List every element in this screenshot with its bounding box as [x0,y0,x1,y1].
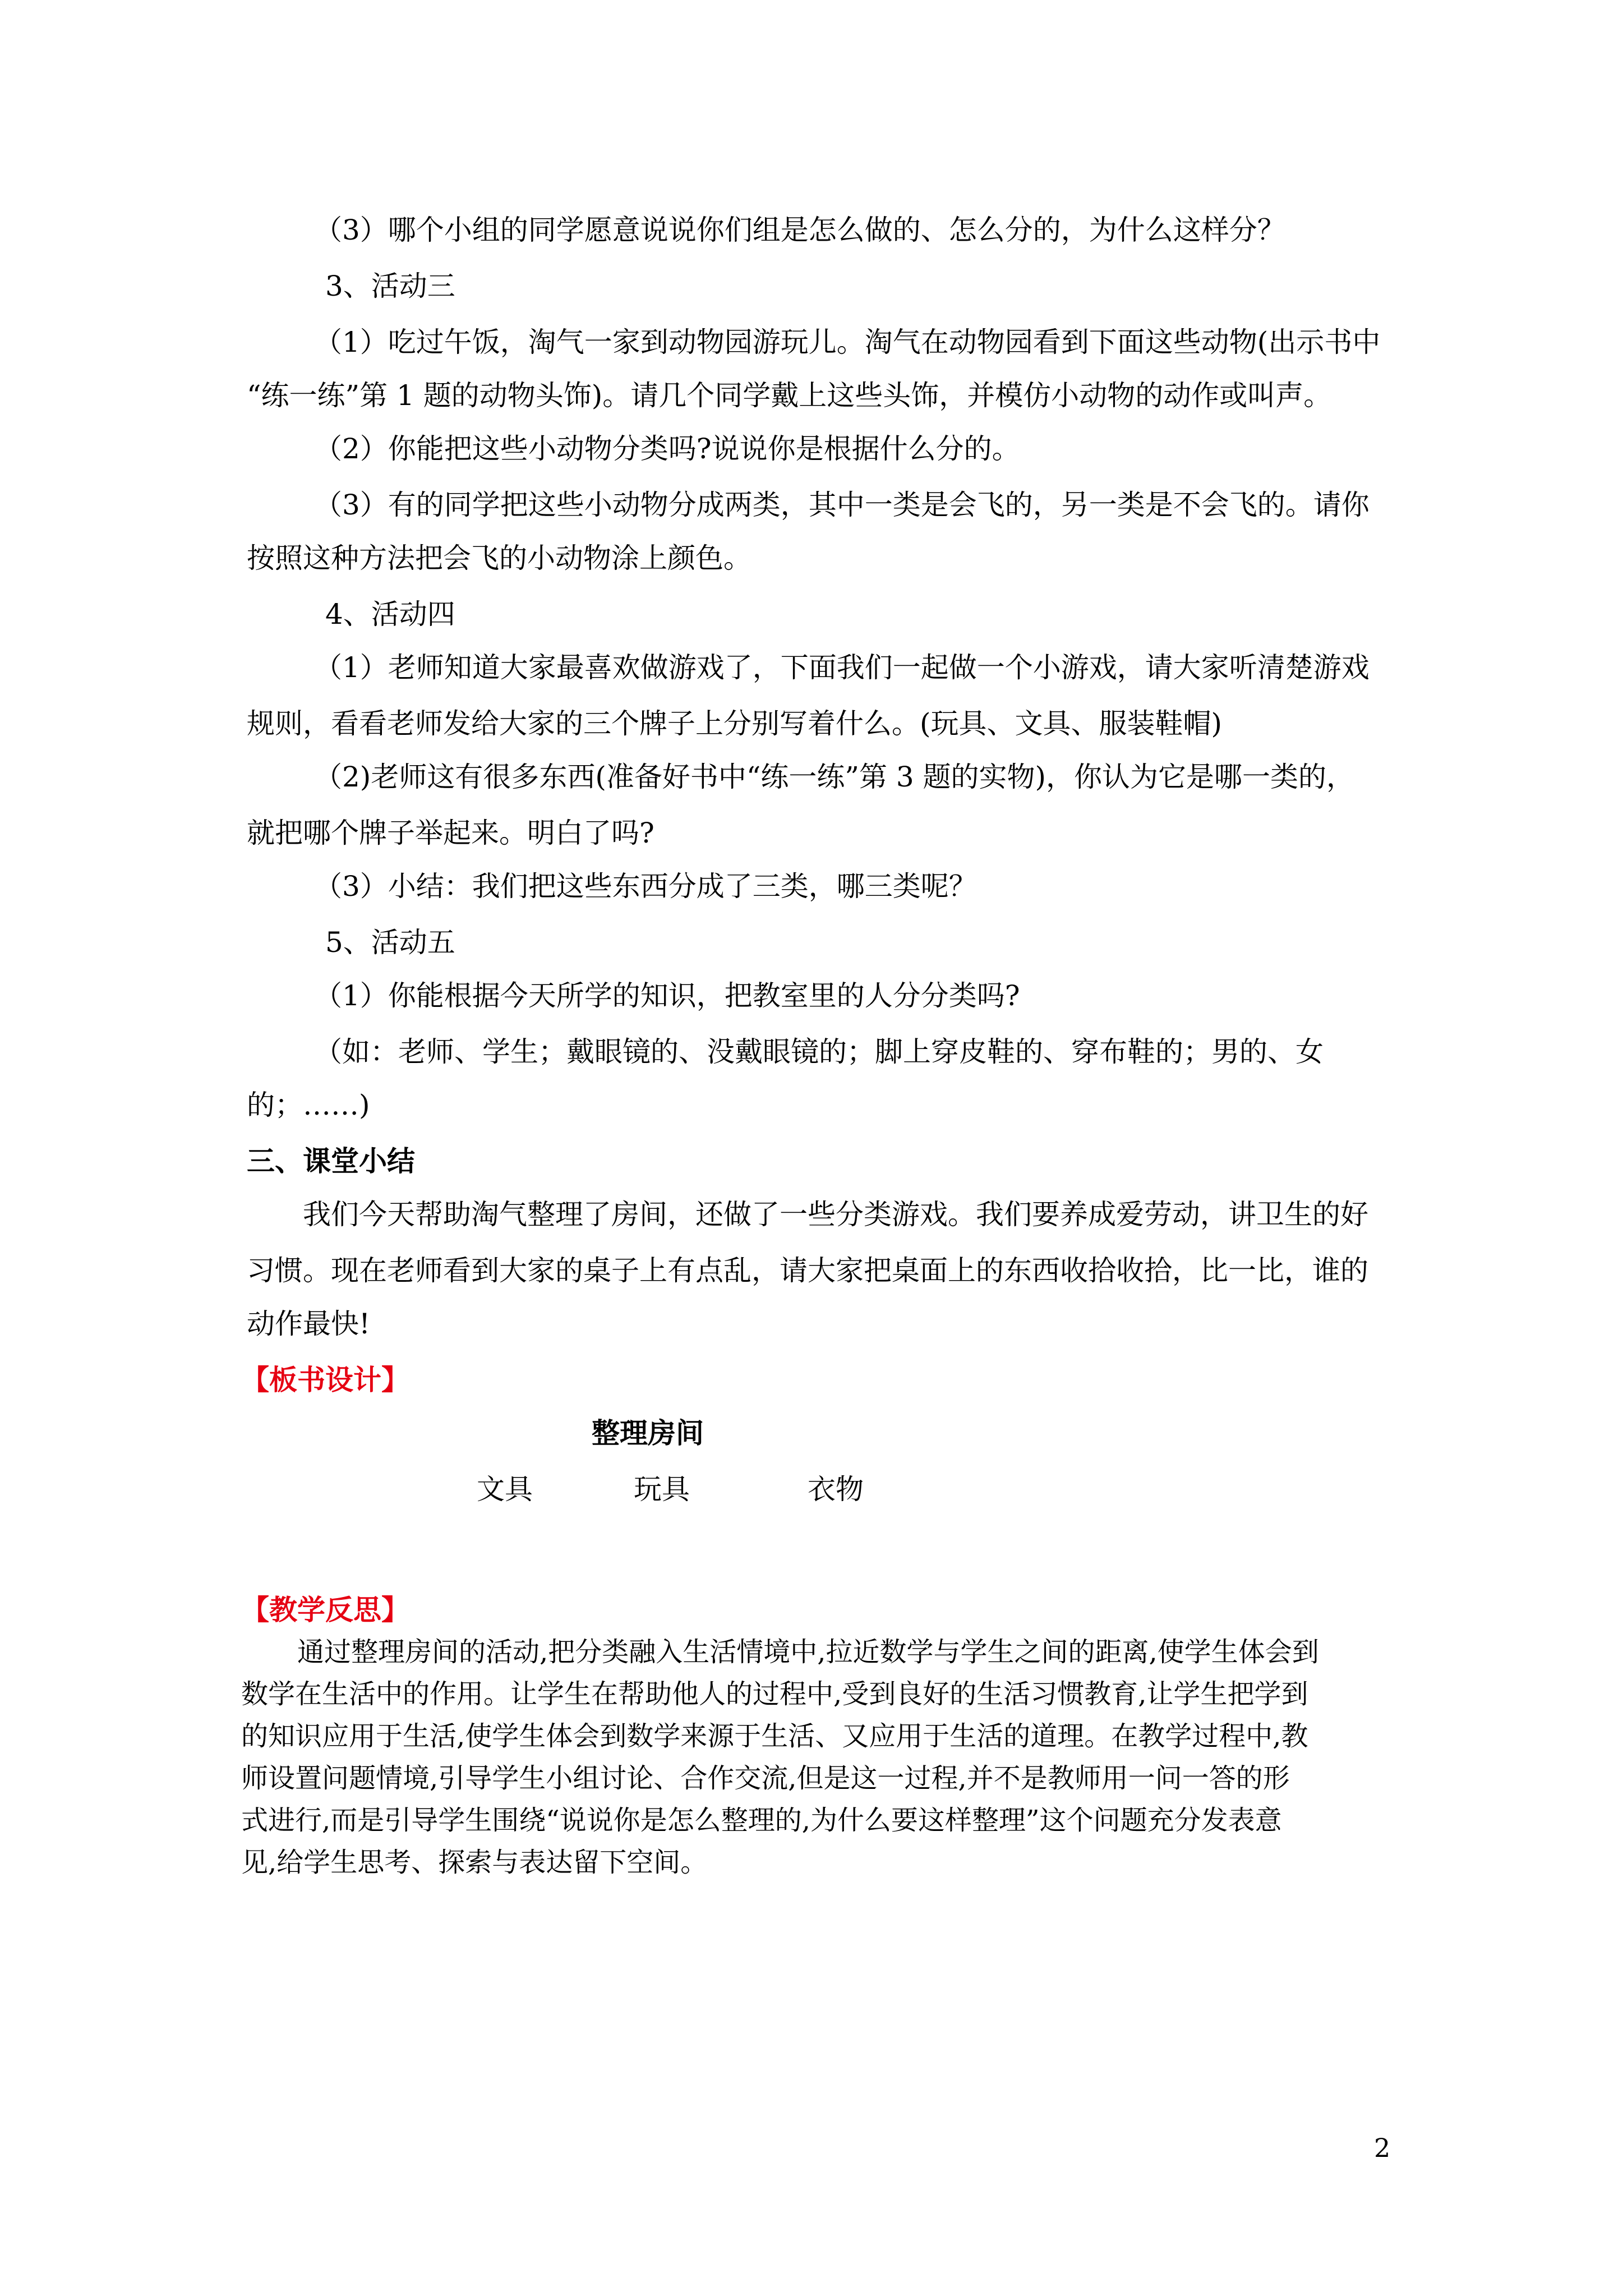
activity-line: （1）吃过午饭，淘气一家到动物园游玩儿。淘气在动物园看到下面这些动物(出示书中 [314,326,1381,358]
activity-line: 按照这种方法把会飞的小动物涂上颜色。 [247,542,751,574]
activity-line: （2）你能把这些小动物分类吗?说说你是根据什么分的。 [314,432,1020,465]
reflection-line: 式进行,而是引导学生围绕“说说你是怎么整理的,为什么要这样整理”这个问题充分发表意 [241,1805,1282,1836]
activity-line: （2)老师这有很多东西(准备好书中“练一练”第 3 题的实物)，你认为它是哪一类的， [314,761,1355,793]
summary-line: 我们今天帮助淘气整理了房间，还做了一些分类游戏。我们要养成爱劳动，讲卫生的好 [303,1198,1368,1231]
page-number: 2 [1374,2133,1391,2163]
activity-heading: 4、活动四 [325,598,455,631]
activity-line: （3）小结：我们把这些东西分成了三类，哪三类呢？ [314,870,977,903]
activity-line: （如：老师、学生；戴眼镜的、没戴眼镜的；脚上穿皮鞋的、穿布鞋的；男的、女 [314,1036,1324,1068]
activity-line: （1）老师知道大家最喜欢做游戏了，下面我们一起做一个小游戏，请大家听清楚游戏 [314,651,1370,684]
reflection-line: 见,给学生思考、探索与表达留下空间。 [241,1847,708,1878]
reflection-heading: 【教学反思】 [241,1593,409,1626]
activity-line: 规则，看看老师发给大家的三个牌子上分别写着什么。(玩具、文具、服装鞋帽) [247,707,1223,740]
activity-heading: 5、活动五 [325,926,455,959]
board-item: 文具 [477,1473,533,1506]
summary-line: 动作最快! [247,1308,371,1340]
section-heading-summary: 三、课堂小结 [247,1144,415,1177]
activity-line: （3）哪个小组的同学愿意说说你们组是怎么做的、怎么分的，为什么这样分？ [314,214,1285,246]
board-design-heading: 【板书设计】 [241,1363,409,1396]
activity-line: （1）你能根据今天所学的知识，把教室里的人分分类吗? [314,979,1020,1012]
activity-heading: 3、活动三 [325,270,455,302]
board-item: 玩具 [634,1473,690,1506]
activity-line: 的；……) [247,1089,370,1121]
activity-line: 就把哪个牌子举起来。明白了吗? [247,817,654,849]
reflection-line: 师设置问题情境,引导学生小组讨论、合作交流,但是这一过程,并不是教师用一问一答的形 [241,1763,1290,1794]
reflection-line: 的知识应用于生活,使学生体会到数学来源于生活、又应用于生活的道理。在教学过程中,教 [241,1720,1308,1752]
activity-line: （3）有的同学把这些小动物分成两类，其中一类是会飞的，另一类是不会飞的。请你 [314,489,1370,521]
activity-line: “练一练”第 1 题的动物头饰)。请几个同学戴上这些头饰，并模仿小动物的动作或叫声。 [247,379,1332,412]
reflection-line: 数学在生活中的作用。让学生在帮助他人的过程中,受到良好的生活习惯教育,让学生把学到 [241,1678,1308,1710]
reflection-line: 通过整理房间的活动,把分类融入生活情境中,拉近数学与学生之间的距离,使学生体会到 [297,1636,1319,1668]
summary-line: 习惯。现在老师看到大家的桌子上有点乱，请大家把桌面上的东西收拾收拾，比一比，谁的 [247,1254,1368,1287]
board-item: 衣物 [808,1473,864,1506]
board-title: 整理房间 [592,1416,704,1450]
